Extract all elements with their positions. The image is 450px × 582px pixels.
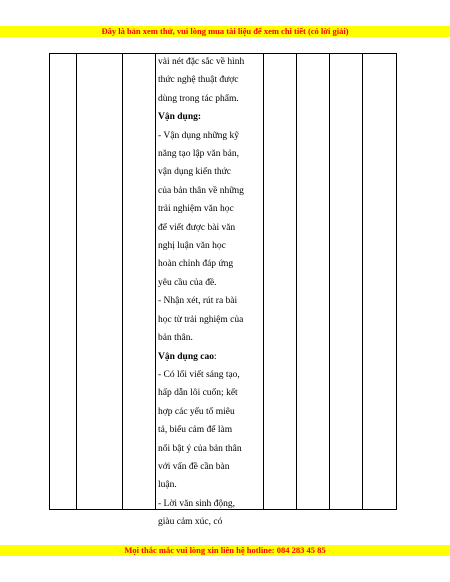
hotline-text: Mọi thắc mắc vui lòng xin liên hệ hotline: 084 283 45 85 (124, 545, 326, 555)
table-column-divider (329, 53, 330, 510)
content-line: nổi bật ý của bản thân (158, 443, 242, 454)
content-line: để viết được bài văn (158, 222, 236, 233)
table-content-cell (158, 53, 260, 532)
content-line: - Có lối viết sáng tạo, (158, 369, 240, 380)
content-line: vài nét đặc sắc về hình (158, 57, 245, 67)
content-line: hợp các yếu tố miêu (158, 406, 235, 417)
content-line: nghị luận văn học (158, 241, 226, 252)
content-line: luận. (158, 480, 177, 491)
content-line: hoàn chỉnh đáp ứng (158, 259, 234, 270)
content-line: - Vận dụng những kỹ (158, 130, 239, 141)
content-line: dùng trong tác phẩm. (158, 93, 239, 104)
preview-notice-text: Đây là bản xem thử, vui lòng mua tài liệu để xem chi tiết (có lời giải) (101, 26, 349, 36)
content-line: năng tạo lập văn bản, (158, 149, 239, 160)
content-line: bản thân. (158, 333, 193, 344)
content-line: - Lời văn sinh động, (158, 498, 236, 509)
table-column-divider (263, 53, 264, 510)
table-column-divider (122, 53, 123, 510)
content-line: yêu cầu của đề. (158, 277, 217, 288)
content-line: hấp dẫn lôi cuốn; kết (158, 388, 238, 399)
table-column-divider (362, 53, 363, 510)
heading-advanced-colon: : (213, 351, 217, 362)
heading-advanced-text: Vận dụng cao (158, 351, 214, 362)
content-line: của bản thân về những (158, 185, 244, 196)
content-line: thức nghệ thuật được (158, 75, 239, 86)
heading-advanced (158, 348, 260, 366)
content-line: trải nghiệm văn học (158, 204, 234, 215)
content-line: với vấn đề cần bàn (158, 461, 230, 472)
content-line: giàu cảm xúc, có (158, 517, 223, 528)
content-line: - Nhận xét, rút ra bài (158, 296, 238, 307)
table-column-divider (76, 53, 77, 510)
table-column-divider (155, 53, 156, 510)
content-line: vận dụng kiến thức (158, 167, 231, 178)
preview-notice-banner (0, 26, 450, 37)
content-line: tả, biểu cảm để làm (158, 425, 233, 436)
heading-apply: Vận dụng: (158, 112, 202, 123)
table-column-divider (296, 53, 297, 510)
hotline-banner (0, 545, 450, 556)
content-line: học từ trải nghiệm của (158, 314, 244, 325)
